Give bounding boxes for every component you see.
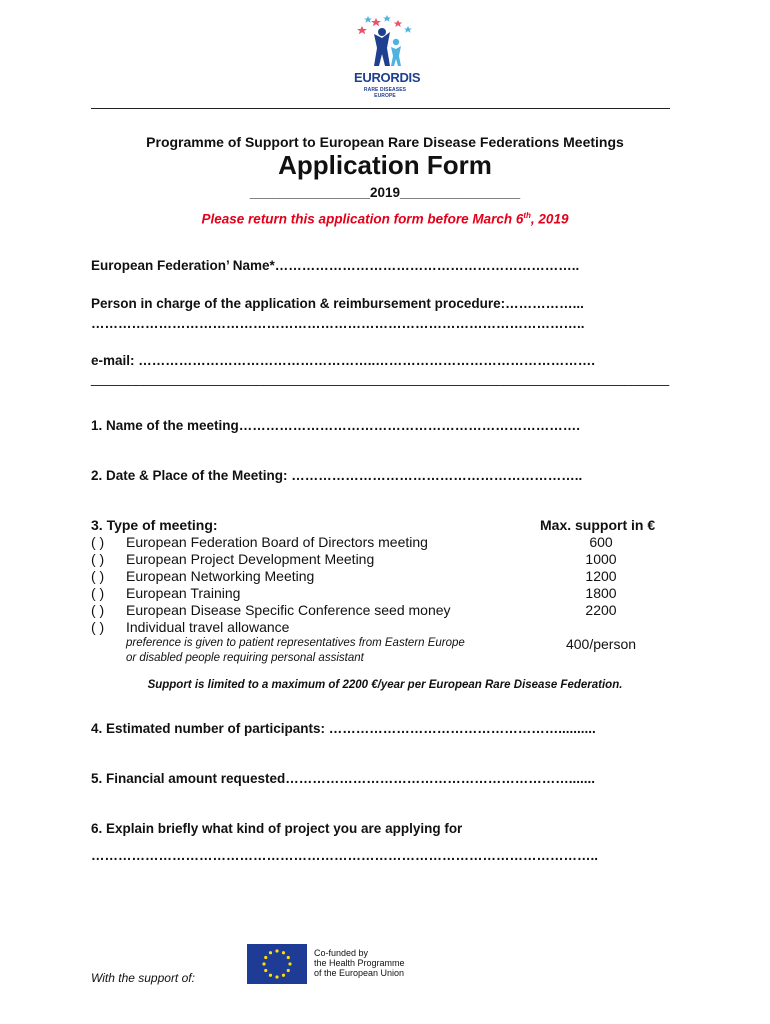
logo-tagline: RARE DISEASES EUROPE <box>363 87 407 99</box>
programme-title: Programme of Support to European Rare Disease Federations Meetings <box>146 134 624 150</box>
meeting-type-option[interactable] <box>91 602 681 619</box>
meeting-type-label: European Disease Specific Conference seed money <box>126 602 451 618</box>
support-limit-note: Support is limited to a maximum of 2200 €/year per European Rare Disease Federation. <box>147 679 623 691</box>
eu-line3: of the European Union <box>314 968 405 978</box>
deadline-sup: th <box>523 211 531 220</box>
participants-field[interactable]: 4. Estimated number of participants: …………………………………………….......... <box>91 721 596 736</box>
eu-star <box>275 949 278 952</box>
project-description-label: 6. Explain briefly what kind of project you are applying for <box>91 821 463 836</box>
eu-star <box>264 969 267 972</box>
financial-amount-field[interactable]: 5. Financial amount requested………………………………………………………....... <box>91 771 596 786</box>
max-support-header: Max. support in € <box>540 517 656 533</box>
meeting-type-label: European Networking Meeting <box>126 568 315 584</box>
checkbox-paren[interactable]: ( ) <box>91 602 105 618</box>
person-in-charge-field[interactable]: Person in charge of the application & reimbursement procedure:……………... <box>91 296 584 311</box>
meeting-type-option[interactable] <box>91 619 681 636</box>
person-in-charge-continuation[interactable]: ……………………………………………………………………………………………….. <box>91 316 585 331</box>
eu-flag-icon <box>247 944 307 984</box>
meeting-type-option[interactable] <box>91 551 681 568</box>
deadline-prefix: Please return this application form before March 6 <box>201 211 524 227</box>
page-title: Application Form <box>278 150 492 180</box>
eu-star <box>288 962 291 965</box>
email-field[interactable]: e-mail: ……………………………………………..…………………………………………. <box>91 353 596 368</box>
travel-allowance-amount: 400/person <box>565 636 637 652</box>
eu-star <box>275 975 278 978</box>
eu-cofunding-text <box>314 948 405 978</box>
eu-star <box>264 956 267 959</box>
meeting-type-option[interactable] <box>91 585 681 602</box>
meeting-type-title: 3. Type of meeting: <box>91 517 218 533</box>
checkbox-paren[interactable]: ( ) <box>91 534 105 550</box>
meeting-name-field[interactable]: 1. Name of the meeting…………………………………………………………………. <box>91 418 581 433</box>
meeting-type-label: European Federation Board of Directors meeting <box>126 534 428 550</box>
header-rule <box>91 108 670 109</box>
meeting-type-label: European Project Development Meeting <box>126 551 375 567</box>
email-continuation[interactable]: _____________________________________________________________________________ <box>91 371 670 386</box>
eu-line1: Co-funded by <box>314 948 369 958</box>
meeting-type-amount: 1800 <box>585 585 617 601</box>
eu-star <box>262 962 265 965</box>
year-line: ________________2019________________ <box>249 185 521 200</box>
meeting-type-option[interactable] <box>91 534 681 551</box>
eurordis-logo <box>354 14 421 99</box>
eu-stars-icon <box>247 944 307 984</box>
travel-note-line2: or disabled people requiring personal assistant <box>126 652 364 664</box>
meeting-type-amount: 600 <box>589 534 613 550</box>
meeting-type-amount: 2200 <box>585 602 617 618</box>
meeting-type-option[interactable] <box>91 568 681 585</box>
eurordis-figures-icon <box>354 14 416 70</box>
checkbox-paren[interactable]: ( ) <box>91 619 105 635</box>
federation-name-field[interactable]: European Federation’ Name*………………………………………………………….. <box>91 258 580 273</box>
project-description-field[interactable]: ………………………………………………………………………………………………….. <box>91 848 599 863</box>
eu-star <box>287 956 290 959</box>
support-label: With the support of: <box>91 971 195 985</box>
travel-note-line1: preference is given to patient representatives from Eastern Europe <box>126 637 465 649</box>
checkbox-paren[interactable]: ( ) <box>91 551 105 567</box>
eu-star <box>282 951 285 954</box>
eu-star <box>269 951 272 954</box>
eu-line2: the Health Programme <box>314 958 405 968</box>
deadline-notice <box>0 211 770 227</box>
checkbox-paren[interactable]: ( ) <box>91 585 105 601</box>
meeting-type-amount: 1000 <box>585 551 617 567</box>
eu-star <box>269 974 272 977</box>
date-place-field[interactable]: 2. Date & Place of the Meeting: ……………………………………………………….. <box>91 468 583 483</box>
meeting-type-label: European Training <box>126 585 241 601</box>
deadline-suffix: , 2019 <box>530 211 569 227</box>
checkbox-paren[interactable]: ( ) <box>91 568 105 584</box>
meeting-type-amount: 1200 <box>585 568 617 584</box>
eu-star <box>287 969 290 972</box>
meeting-type-label: Individual travel allowance <box>126 619 290 635</box>
logo-name: EURORDIS <box>354 70 421 85</box>
eu-star <box>282 974 285 977</box>
